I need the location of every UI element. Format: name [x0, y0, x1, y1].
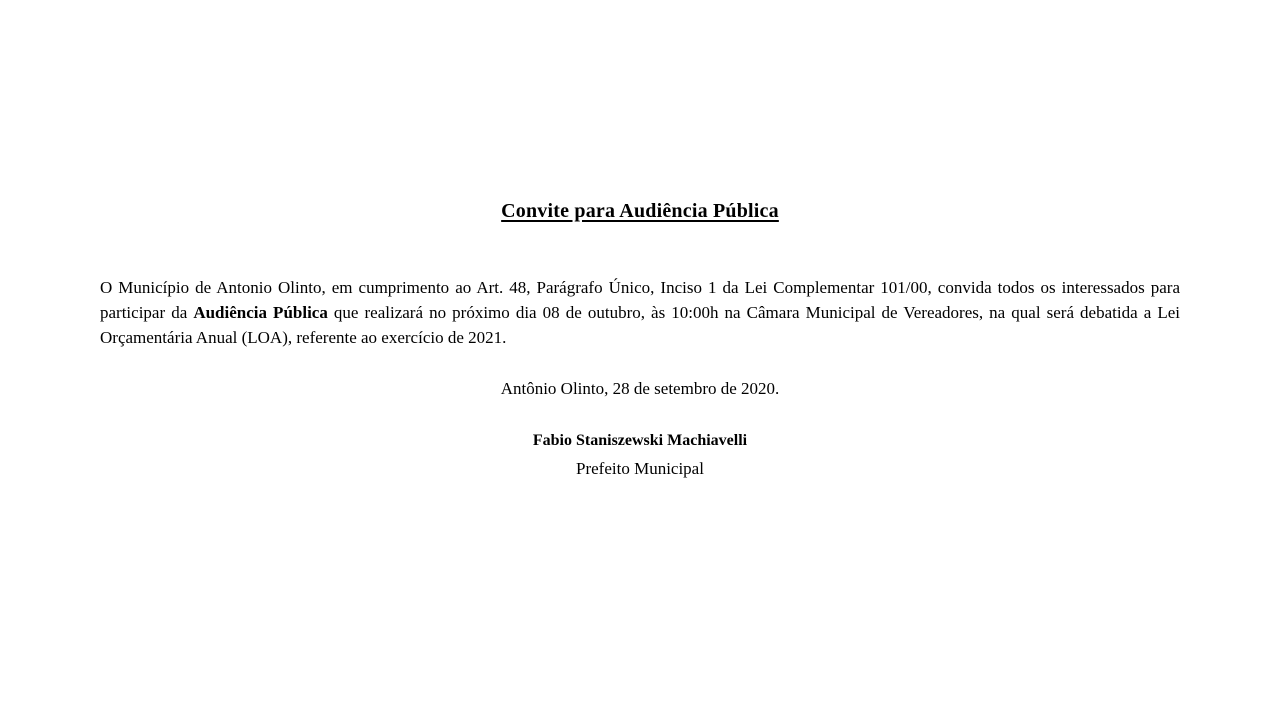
page-title-text: Convite para Audiência Pública	[501, 200, 779, 222]
place-and-date: Antônio Olinto, 28 de setembro de 2020.	[500, 379, 780, 398]
invitation-text-part-1: O Município de Antonio Olinto, em cumprimento ao Art. 48, Parágrafo Único, Inciso 1 da Lei Complementar 101/00, convida todos os interessados para participar da	[100, 278, 1180, 322]
document-body	[100, 200, 1180, 481]
signatory-name: Fabio Staniszewski Machiavelli	[532, 432, 748, 449]
invitation-text-part-2: que realizará no próximo dia 08 de outubro, às 10:00h na Câmara Municipal de Vereadores, na qual será debatida a Lei Orçamentária Anual (LOA), referente ao exercício de 2021.	[100, 303, 1180, 347]
invitation-paragraph	[100, 275, 1180, 350]
signatory-role: Prefeito Municipal	[576, 459, 704, 478]
page-title	[100, 200, 1180, 223]
signature-block	[100, 429, 1180, 481]
invitation-emphasis: Audiência Pública	[193, 303, 328, 322]
